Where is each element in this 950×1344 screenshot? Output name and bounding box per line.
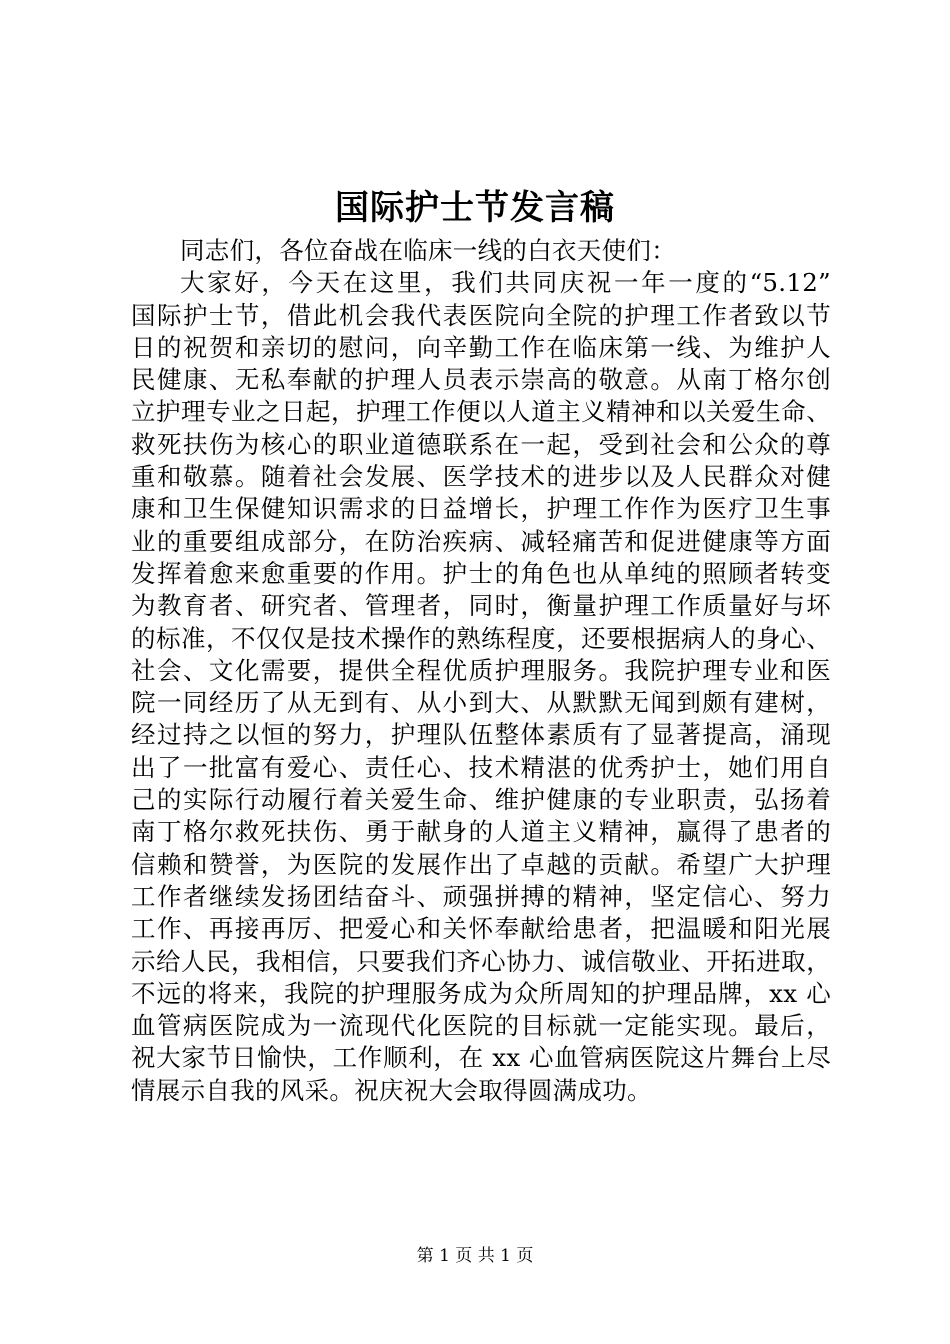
body-line: 立护理专业之日起，护理工作便以人道主义精神和以关爱生命、 — [131, 397, 831, 427]
body-line: 经过持之以恒的努力，护理队伍整体素质有了显著提高，涌现 — [131, 720, 831, 750]
body-line: 情展示自我的风采。祝庆祝大会取得圆满成功。 — [131, 1075, 652, 1105]
body-line: 救死扶伤为核心的职业道德联系在一起，受到社会和公众的尊 — [131, 429, 831, 459]
body-line: 重和敬慕。随着社会发展、医学技术的进步以及人民群众对健 — [131, 462, 831, 492]
body-line: 国际护士节，借此机会我代表医院向全院的护理工作者致以节 — [131, 300, 831, 330]
body-line: 日的祝贺和亲切的慰问，向辛勤工作在临床第一线、为维护人 — [131, 332, 831, 362]
body-line: 血管病医院成为一流现代化医院的目标就一定能实现。最后， — [131, 1011, 831, 1041]
greeting-line: 同志们，各位奋战在临床一线的白衣天使们： — [180, 236, 676, 265]
body-line: 大家好，今天在这里，我们共同庆祝一年一度的“5.12” — [180, 268, 831, 298]
body-line: 社会、文化需要，提供全程优质护理服务。我院护理专业和医 — [131, 655, 831, 685]
body-line: 祝大家节日愉快，工作顺利，在 xx 心血管病医院这片舞台上尽 — [131, 1043, 831, 1073]
page-footer: 第 1 页 共 1 页 — [416, 1246, 534, 1266]
body-line: 的标准，不仅仅是技术操作的熟练程度，还要根据病人的身心、 — [131, 623, 831, 653]
document-title: 国际护士节发言稿 — [335, 188, 615, 228]
body-line: 民健康、无私奉献的护理人员表示崇高的敬意。从南丁格尔创 — [131, 365, 831, 395]
body-line: 南丁格尔救死扶伤、勇于献身的人道主义精神，赢得了患者的 — [131, 817, 831, 847]
body-line: 不远的将来，我院的护理服务成为众所周知的护理品牌，xx 心 — [131, 978, 831, 1008]
body-line: 为教育者、研究者、管理者，同时，衡量护理工作质量好与坏 — [131, 591, 831, 621]
body-line: 康和卫生保健知识需求的日益增长，护理工作作为医疗卫生事 — [131, 494, 831, 524]
body-line: 院一同经历了从无到有、从小到大、从默默无闻到颇有建树， — [131, 688, 831, 718]
body-line: 己的实际行动履行着关爱生命、维护健康的专业职责，弘扬着 — [131, 785, 831, 815]
body-line: 出了一批富有爱心、责任心、技术精湛的优秀护士，她们用自 — [131, 752, 831, 782]
document-body — [131, 235, 831, 1107]
body-line: 发挥着愈来愈重要的作用。护士的角色也从单纯的照顾者转变 — [131, 558, 831, 588]
body-line: 信赖和赞誉，为医院的发展作出了卓越的贡献。希望广大护理 — [131, 849, 831, 879]
body-line: 示给人民，我相信，只要我们齐心协力、诚信敬业、开拓进取， — [131, 946, 831, 976]
body-line: 工作、再接再厉、把爱心和关怀奉献给患者，把温暖和阳光展 — [131, 914, 831, 944]
body-line: 工作者继续发扬团结奋斗、顽强拼搏的精神，坚定信心、努力 — [131, 881, 831, 911]
body-line: 业的重要组成部分，在防治疾病、减轻痛苦和促进健康等方面 — [131, 526, 831, 556]
